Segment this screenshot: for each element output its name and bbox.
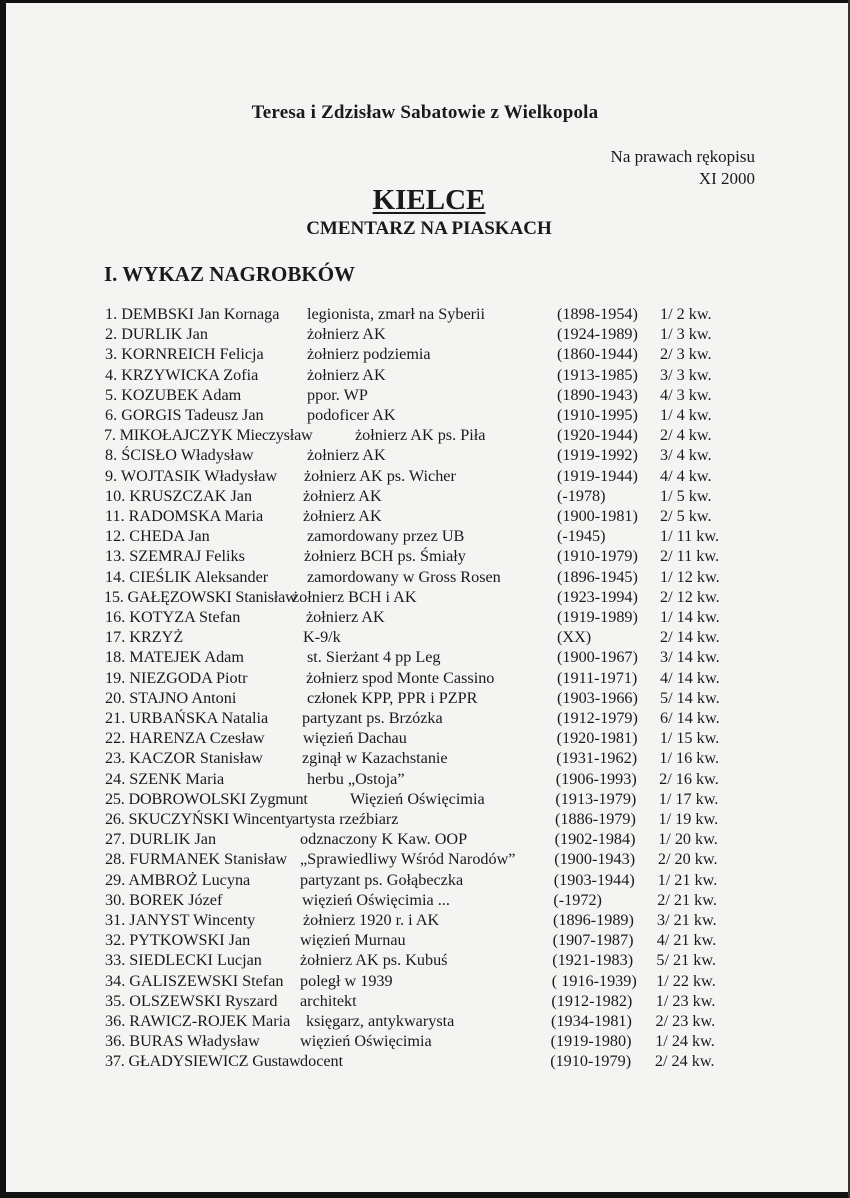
- entry-years: (-1972): [553, 890, 602, 909]
- grave-entry: [0, 567, 850, 587]
- entry-location: 3/ 14 kw.: [660, 648, 720, 667]
- entry-note: zamordowany przez UB: [307, 527, 465, 546]
- grave-entry: [0, 546, 850, 566]
- entry-note: architekt: [300, 991, 357, 1010]
- grave-entry: [0, 486, 850, 506]
- authors-heading: Teresa i Zdzisław Sabatowie z Wielkopola: [251, 102, 599, 123]
- entry-years: (1896-1989): [553, 911, 634, 929]
- entry-years: (1919-1944): [557, 466, 638, 485]
- entry-years: (XX): [557, 628, 592, 647]
- entry-years: (1910-1979): [557, 547, 638, 566]
- entry-note: partyzant ps. Brzózka: [302, 709, 443, 727]
- scan-border-top: [0, 0, 850, 3]
- entry-note: żołnierz AK: [306, 608, 385, 626]
- entry-name: 23. KACZOR Stanisław: [105, 749, 263, 768]
- entry-note: partyzant ps. Gołąbeczka: [300, 870, 464, 889]
- grave-entry: [0, 365, 850, 385]
- entry-location: 2/ 3 kw.: [660, 345, 712, 364]
- city-title: KIELCE: [372, 184, 486, 216]
- grave-entry: [0, 748, 850, 768]
- entry-location: 1/ 2 kw.: [660, 305, 712, 323]
- entry-note: członek KPP, PPR i PZPR: [307, 688, 478, 707]
- entry-name: 30. BOREK Józef: [105, 890, 223, 909]
- grave-entry: [0, 950, 850, 970]
- entry-location: 1/ 20 kw.: [658, 830, 718, 849]
- entry-years: (-1945): [557, 527, 606, 546]
- entry-years: (1910-1979): [550, 1052, 632, 1071]
- section-title: I. WYKAZ NAGROBKÓW: [104, 262, 356, 286]
- entry-name: 36. RAWICZ-ROJEK Maria: [105, 1012, 291, 1030]
- grave-entry: [0, 1031, 850, 1051]
- entry-name: 20. STAJNO Antoni: [105, 688, 237, 707]
- entry-name: 36. BURAS Władysław: [105, 1032, 260, 1051]
- entry-location: 2/ 21 kw.: [657, 890, 717, 909]
- entry-note: żołnierz 1920 r. i AK: [303, 911, 440, 929]
- entry-years: (1903-1966): [557, 688, 638, 707]
- grave-entry: [0, 526, 850, 546]
- grave-entry: [0, 910, 850, 930]
- grave-entry: [0, 890, 850, 910]
- entry-name: 10. KRUSZCZAK Jan: [105, 486, 253, 505]
- entry-name: 31. JANYST Wincenty: [105, 911, 256, 929]
- entry-note: żołnierz BCH i AK: [292, 587, 417, 606]
- grave-entry: [0, 849, 850, 869]
- entry-name: 17. KRZYŻ: [105, 628, 184, 647]
- rights-line: Na prawach rękopisu: [610, 147, 755, 166]
- entry-note: artysta rzeźbiarz: [292, 810, 399, 828]
- grave-entry: [0, 1011, 850, 1031]
- entry-note: księgarz, antykwarysta: [306, 1012, 455, 1030]
- entry-name: 26. SKUCZYŃSKI Wincenty: [105, 810, 294, 828]
- grave-entry: [0, 587, 850, 607]
- entry-location: 1/ 5 kw.: [660, 486, 712, 505]
- grave-entry: [0, 466, 850, 486]
- entry-years: (1919-1989): [557, 608, 638, 626]
- entry-years: (1931-1962): [556, 749, 638, 768]
- entry-location: 1/ 21 kw.: [657, 870, 718, 889]
- entry-name: 2. DURLIK Jan: [105, 325, 208, 344]
- entry-years: (1913-1979): [555, 789, 637, 808]
- entry-note: więzień Oświęcimia: [300, 1032, 432, 1051]
- entry-name: 11. RADOMSKA Maria: [105, 507, 264, 525]
- grave-entry: [0, 870, 850, 890]
- entry-note: żołnierz AK: [307, 325, 386, 344]
- entry-note: żołnierz BCH ps. Śmiały: [304, 547, 466, 566]
- entry-name: 28. FURMANEK Stanisław: [105, 850, 288, 869]
- grave-entry: [0, 728, 850, 748]
- entry-location: 2/ 5 kw.: [660, 507, 712, 525]
- entry-location: 5/ 14 kw.: [660, 688, 720, 707]
- entry-years: (1886-1979): [555, 810, 636, 828]
- entry-name: 25. DOBROWOLSKI Zygmunt: [105, 789, 308, 808]
- entry-note: st. Sierżant 4 pp Leg: [307, 648, 441, 667]
- grave-entry: [0, 688, 850, 708]
- grave-entry: [0, 304, 850, 324]
- entry-location: 2/ 16 kw.: [659, 769, 719, 788]
- entry-note: żołnierz AK: [307, 365, 386, 384]
- entry-name: 14. CIEŚLIK Aleksander: [105, 567, 269, 586]
- entry-name: 9. WOJTASIK Władysław: [105, 466, 278, 485]
- entry-name: 4. KRZYWICKA Zofia: [105, 365, 259, 384]
- entry-years: (1911-1971): [557, 668, 638, 687]
- entry-name: 37. GŁADYSIEWICZ Gustaw: [105, 1052, 301, 1071]
- date-line: XI 2000: [698, 169, 755, 188]
- entry-note: ppor. WP: [307, 385, 368, 404]
- entry-years: (1900-1967): [557, 648, 638, 667]
- entry-location: 1/ 23 kw.: [655, 991, 716, 1010]
- entry-years: (1920-1981): [556, 729, 638, 748]
- entry-note: więzień Oświęcimia ...: [302, 890, 450, 909]
- entry-location: 1/ 24 kw.: [655, 1032, 715, 1051]
- entry-years: (1898-1954): [557, 305, 638, 323]
- entry-years: (1912-1979): [557, 709, 638, 727]
- entry-name: 18. MATEJEK Adam: [105, 648, 244, 667]
- entry-note: żołnierz AK: [307, 446, 386, 465]
- entry-years: (1902-1984): [554, 830, 636, 849]
- grave-entry: [0, 627, 850, 647]
- entry-note: poległ w 1939: [300, 971, 393, 990]
- entry-years: (1860-1944): [557, 345, 638, 364]
- entry-years: (1900-1943): [554, 850, 636, 869]
- entry-name: 13. SZEMRAJ Feliks: [105, 547, 245, 566]
- entry-location: 3/ 21 kw.: [657, 911, 717, 929]
- entry-location: 1/ 3 kw.: [660, 325, 712, 344]
- entry-note: więzień Murnau: [300, 931, 406, 950]
- grave-entry: [0, 930, 850, 950]
- entry-years: (1890-1943): [557, 385, 638, 404]
- entry-name: 3. KORNREICH Felicja: [105, 345, 264, 364]
- entry-location: 6/ 14 kw.: [660, 709, 720, 727]
- entry-years: (1920-1944): [557, 426, 638, 445]
- entry-years: (1907-1987): [552, 931, 634, 950]
- entry-name: 21. URBAŃSKA Natalia: [105, 709, 269, 727]
- entry-location: 1/ 22 kw.: [656, 971, 716, 990]
- entry-name: 12. CHEDA Jan: [105, 527, 210, 546]
- entry-note: K-9/k: [303, 628, 341, 647]
- entry-years: (1923-1994): [557, 587, 638, 606]
- entry-name: 24. SZENK Maria: [105, 769, 225, 788]
- grave-entry: [0, 385, 850, 405]
- grave-entry: [0, 425, 850, 445]
- entry-name: 29. AMBROŻ Lucyna: [105, 870, 251, 889]
- grave-entry: [0, 809, 850, 829]
- entry-years: (1903-1944): [553, 870, 635, 889]
- entry-years: (1896-1945): [557, 567, 638, 586]
- grave-entry: [0, 647, 850, 667]
- grave-entry: [0, 324, 850, 344]
- entry-location: 2/ 4 kw.: [660, 426, 712, 445]
- entry-location: 5/ 21 kw.: [656, 951, 717, 970]
- grave-entry: [0, 769, 850, 789]
- grave-entry: [0, 971, 850, 991]
- entry-years: (-1978): [557, 486, 606, 505]
- entry-note: herbu „Ostoja”: [307, 769, 405, 788]
- entry-name: 16. KOTYZA Stefan: [105, 608, 241, 626]
- entry-years: (1912-1982): [551, 991, 633, 1010]
- entry-name: 32. PYTKOWSKI Jan: [105, 931, 251, 950]
- entry-name: 34. GALISZEWSKI Stefan: [105, 971, 284, 990]
- entry-location: 1/ 4 kw.: [660, 406, 712, 424]
- entry-name: 7. MIKOŁAJCZYK Mieczysław: [104, 426, 313, 445]
- entry-location: 1/ 15 kw.: [659, 729, 720, 748]
- entry-location: 1/ 12 kw.: [660, 567, 720, 586]
- entry-location: 1/ 14 kw.: [660, 608, 720, 626]
- entry-location: 1/ 11 kw.: [660, 527, 720, 546]
- grave-entry: [0, 405, 850, 425]
- grave-entry: [0, 829, 850, 849]
- entry-location: 3/ 4 kw.: [660, 446, 712, 465]
- entry-name: 22. HARENZA Czesław: [105, 729, 265, 748]
- entry-name: 33. SIEDLECKI Lucjan: [105, 951, 262, 970]
- grave-entry: [0, 991, 850, 1011]
- entry-note: żołnierz podziemia: [307, 345, 431, 364]
- entry-years: (1921-1983): [552, 951, 634, 970]
- entry-note: zamordowany w Gross Rosen: [307, 567, 501, 586]
- entry-location: 2/ 24 kw.: [654, 1052, 715, 1071]
- entry-location: 2/ 11 kw.: [660, 547, 720, 566]
- grave-entry: [0, 1051, 850, 1071]
- entry-years: (1910-1995): [557, 406, 638, 424]
- cemetery-subtitle: CMENTARZ NA PIASKACH: [306, 218, 552, 239]
- entry-note: więzień Dachau: [303, 729, 407, 748]
- entry-location: 1/ 19 kw.: [658, 810, 719, 828]
- entry-years: ( 1916-1939): [551, 971, 637, 990]
- entry-name: 27. DURLIK Jan: [105, 830, 217, 849]
- entry-note: podoficer AK: [307, 406, 396, 424]
- entry-note: żołnierz AK: [303, 486, 382, 505]
- entry-name: 35. OLSZEWSKI Ryszard: [105, 991, 278, 1010]
- entry-location: 2/ 14 kw.: [660, 628, 720, 647]
- entry-name: 5. KOZUBEK Adam: [105, 385, 242, 404]
- entry-years: (1919-1980): [550, 1032, 632, 1051]
- entry-note: legionista, zmarł na Syberii: [307, 305, 486, 323]
- grave-entry: [0, 344, 850, 364]
- entry-years: (1919-1992): [557, 446, 638, 465]
- entry-location: 2/ 23 kw.: [655, 1012, 716, 1030]
- grave-entry: [0, 506, 850, 526]
- entry-location: 4/ 14 kw.: [660, 668, 720, 687]
- entry-name: 19. NIEZGODA Piotr: [105, 668, 248, 687]
- entry-name: 1. DEMBSKI Jan Kornaga: [105, 305, 280, 323]
- grave-entry: [0, 789, 850, 809]
- entry-location: 3/ 3 kw.: [660, 365, 712, 384]
- entry-years: (1906-1993): [555, 769, 637, 788]
- entry-note: żołnierz AK ps. Kubuś: [300, 951, 448, 970]
- entry-note: żołnierz AK ps. Wicher: [304, 466, 456, 485]
- grave-entry: [0, 708, 850, 728]
- entry-note: „Sprawiedliwy Wśród Narodów”: [300, 850, 516, 869]
- entry-location: 1/ 16 kw.: [659, 749, 720, 768]
- entry-location: 2/ 12 kw.: [660, 587, 720, 606]
- entry-years: (1913-1985): [557, 365, 638, 384]
- entry-note: zginął w Kazachstanie: [302, 749, 448, 768]
- entry-note: docent: [300, 1052, 344, 1071]
- entry-location: 2/ 20 kw.: [657, 850, 718, 869]
- entry-note: żołnierz spod Monte Cassino: [306, 668, 495, 687]
- grave-entry: [0, 668, 850, 688]
- entry-location: 4/ 3 kw.: [660, 385, 712, 404]
- entry-location: 4/ 4 kw.: [660, 466, 712, 485]
- entry-note: żołnierz AK ps. Piła: [355, 426, 486, 445]
- entry-note: Więzień Oświęcimia: [350, 789, 485, 808]
- entry-years: (1924-1989): [557, 325, 638, 344]
- entry-name: 6. GORGIS Tadeusz Jan: [105, 406, 264, 424]
- entry-years: (1900-1981): [557, 507, 638, 525]
- entry-name: 8. ŚCISŁO Władysław: [105, 446, 254, 465]
- scan-border-bottom: [0, 1192, 850, 1198]
- entry-location: 1/ 17 kw.: [658, 789, 719, 808]
- entry-years: (1934-1981): [551, 1012, 632, 1030]
- entry-location: 4/ 21 kw.: [656, 931, 717, 950]
- entry-note: odznaczony K Kaw. OOP: [300, 830, 468, 849]
- grave-entry: [0, 445, 850, 465]
- grave-entry: [0, 607, 850, 627]
- entry-note: żołnierz AK: [303, 507, 382, 525]
- entry-name: 15. GAŁĘZOWSKI Stanisław: [104, 587, 297, 606]
